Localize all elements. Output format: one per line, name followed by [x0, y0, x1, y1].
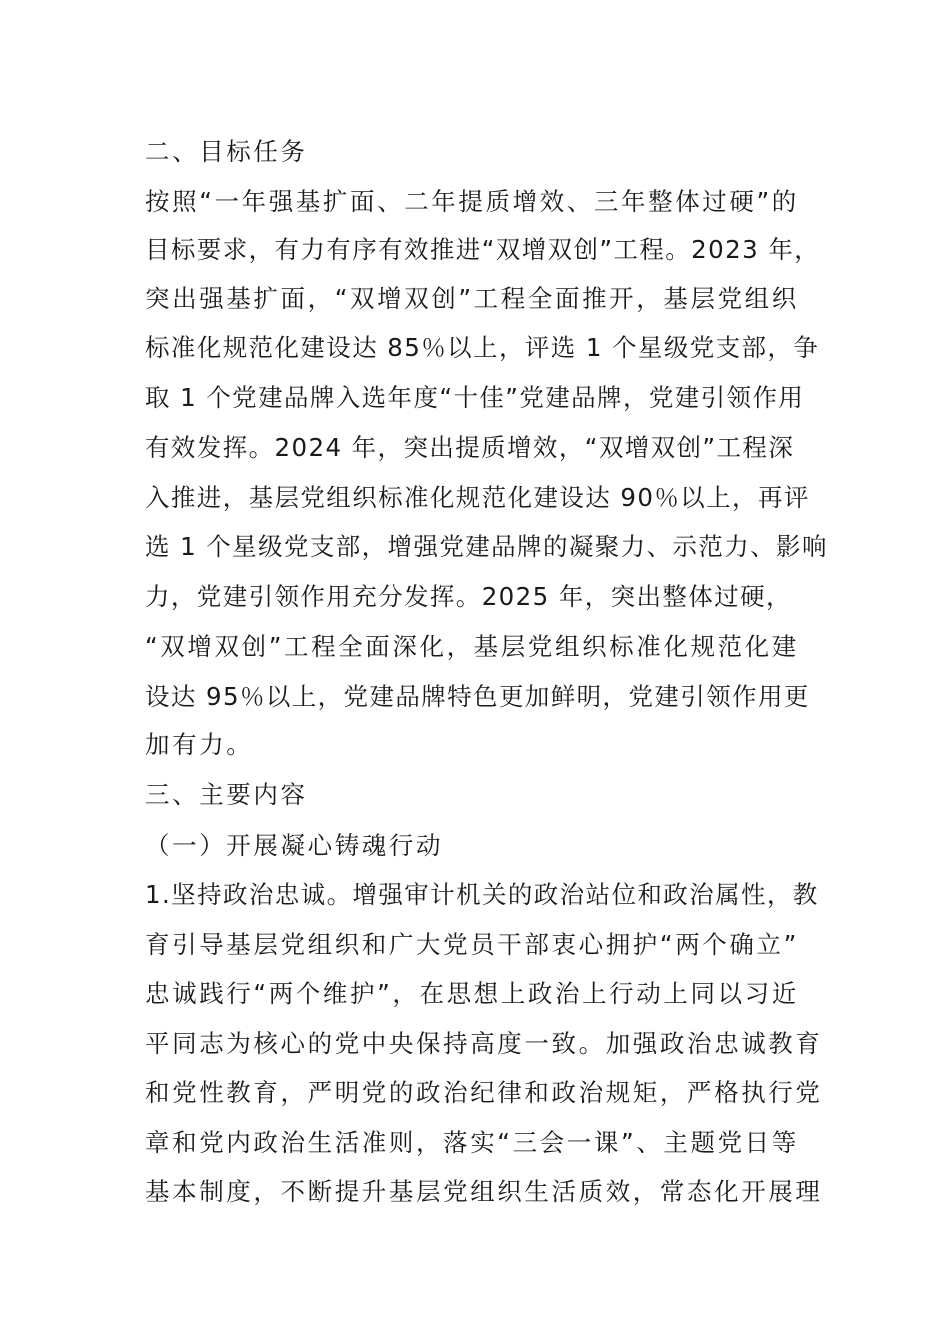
- paragraph-line: 章和党内政治生活准则，落实“三会一课”、主题党日等: [145, 1128, 799, 1157]
- paragraph-line: 基本制度，不断提升基层党组织生活质效，常态化开展理: [145, 1177, 823, 1206]
- paragraph-line: 突出强基扩面，“双增双创”工程全面推开，基层党组织: [145, 284, 799, 313]
- paragraph-line: 育引导基层党组织和广大党员干部衷心拥护“两个确立”: [145, 930, 799, 959]
- paragraph-line: “双增双创”工程全面深化，基层党组织标准化规范化建: [145, 632, 799, 661]
- section-heading-goals: 二、目标任务: [145, 137, 308, 166]
- subsection-heading: （一）开展凝心铸魂行动: [145, 831, 444, 860]
- paragraph-line: 1.坚持政治忠诚。增强审计机关的政治站位和政治属性，教: [145, 880, 819, 909]
- paragraph-line: 忠诚践行“两个维护”，在思想上政治上行动上同以习近: [145, 979, 799, 1008]
- paragraph-line: 和党性教育，严明党的政治纪律和政治规矩，严格执行党: [145, 1078, 823, 1107]
- paragraph-line: 取 1 个党建品牌入选年度“十佳”党建品牌，党建引领作用: [145, 383, 805, 412]
- paragraph-line: 加有力。: [145, 730, 254, 759]
- paragraph-line: 选 1 个星级党支部，增强党建品牌的凝聚力、示范力、影响: [145, 532, 828, 561]
- paragraph-line: 力，党建引领作用充分发挥。2025 年，突出整体过硬，: [145, 582, 792, 611]
- paragraph-line: 入推进，基层党组织标准化规范化建设达 90％以上，再评: [145, 483, 810, 512]
- paragraph-line: 设达 95％以上，党建品牌特色更加鲜明，党建引领作用更: [145, 682, 810, 711]
- paragraph-line: 按照“一年强基扩面、二年提质增效、三年整体过硬”的: [145, 187, 799, 216]
- paragraph-line: 有效发挥。2024 年，突出提质增效，“双增双创”工程深: [145, 433, 795, 462]
- paragraph-line: 平同志为核心的党中央保持高度一致。加强政治忠诚教育: [145, 1029, 823, 1058]
- section-heading-main-content: 三、主要内容: [145, 780, 308, 809]
- paragraph-line: 标准化规范化建设达 85％以上，评选 1 个星级党支部，争: [145, 333, 820, 362]
- paragraph-line: 目标要求，有力有序有效推进“双增双创”工程。2023 年，: [145, 235, 821, 264]
